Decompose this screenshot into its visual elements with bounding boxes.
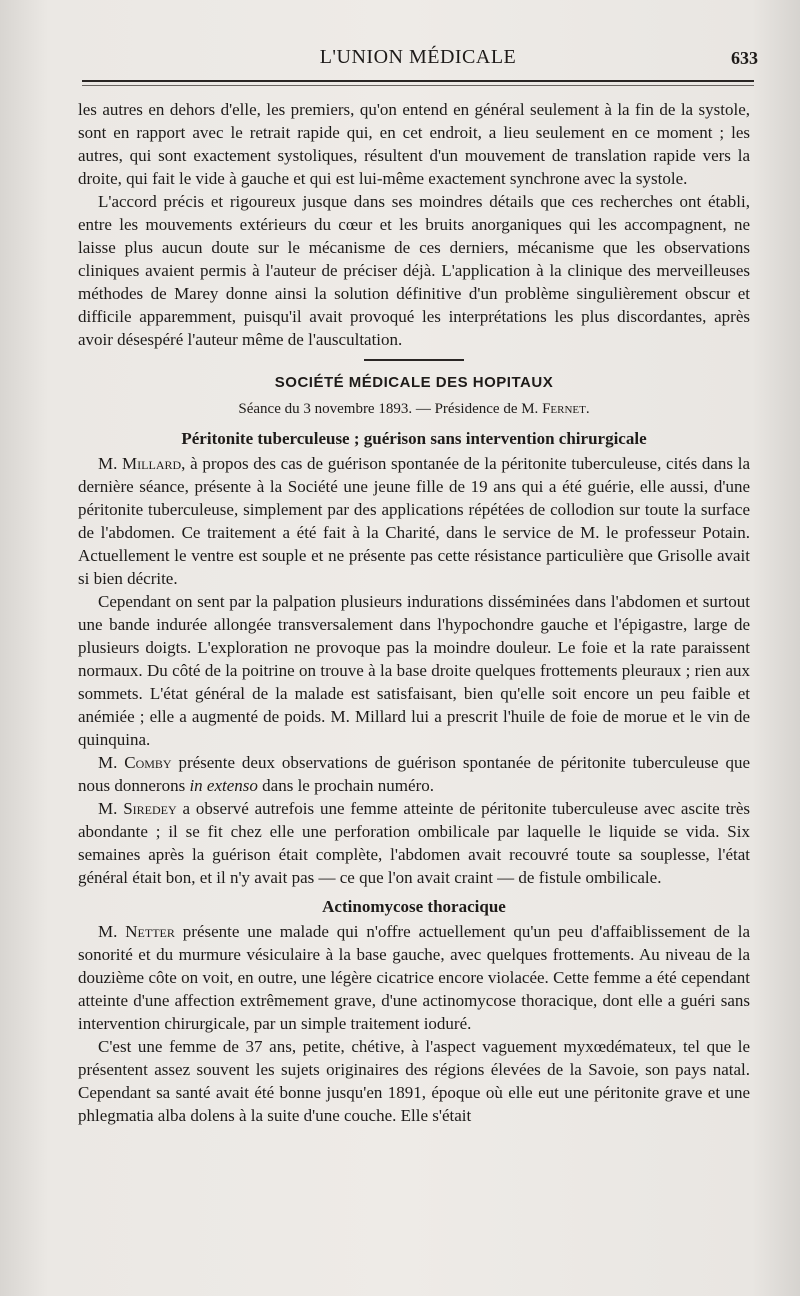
article-body	[78, 98, 750, 1127]
session-suffix: .	[585, 401, 590, 417]
session-president: Fernet	[542, 401, 586, 417]
paragraph-1: les autres en dehors d'elle, les premiers, qu'on entend en général seulement à la fin de la systole, sont en rapport avec le retrait rapide qui, en cet endroit, a lieu seulement en ce moment ; les autres, qui sont exactement systoliques, résultent d'un mouvement de translation rapide vers la droite, qui fait le vide à gauche et qui est lui-même exactement synchrone avec la systole.	[78, 100, 750, 188]
speaker-netter: M. Netter	[98, 922, 175, 941]
paragraph-millard	[78, 452, 750, 590]
comby-italic: in extenso	[189, 776, 258, 795]
page-number: 633	[731, 48, 758, 68]
running-head	[78, 42, 758, 76]
millard-text: , à propos des cas de guérison spontanée de la péritonite tuberculeuse, cités dans la dernière séance, présente à la Société une jeune fille de 19 ans qui a été guérie, elle aussi, d'une péritonite tuberculeuse, simplement par des applications répétées de collodion sur toute la surface de l'abdomen. Ce traitement a été fait à la Charité, dans le service de M. le professeur Potain. Actuellement le ventre est souple et ne présente pas cette résistance particulière que Grisolle avait si bien décrite.	[78, 454, 750, 588]
paragraph-2: L'accord précis et rigoureux jusque dans ses moindres détails que ces recherches ont établi, entre les mouvements extérieurs du cœur et les bruits anorganiques qui les accompagnent, ne laisse plus aucun doute sur le mécanisme de ces derniers, mécanisme que les observations cliniques avaient permis à l'auteur de préciser déjà. L'application à la clinique des merveilleuses méthodes de Marey donne ainsi la solution définitive d'un problème singulièrement obscur et difficile apparemment, puisqu'il avait provoqué les interprétations les plus discordantes, après avoir désespéré l'auteur même de l'auscultation.	[78, 192, 750, 349]
session-prefix: Séance du 3 novembre 1893. — Présidence de M.	[238, 401, 543, 417]
session-line	[78, 398, 750, 421]
header-rule-thin	[82, 85, 754, 86]
speaker-millard: M. Millard	[98, 454, 182, 473]
paragraph-netter	[78, 920, 750, 1035]
paragraph-comby	[78, 751, 750, 797]
society-heading: SOCIÉTÉ MÉDICALE DES HOPITAUX	[274, 374, 554, 391]
comby-text-before: présente deux observations de guérison spontanée de péritonite tuberculeuse que nous donnerons	[78, 753, 750, 795]
paragraph-8: C'est une femme de 37 ans, petite, chétive, à l'aspect vaguement myxœdémateux, tel que le présentent assez souvent les sujets originaires des régions élevées de la Savoie, son pays natal. Cependant sa santé avait été bonne jusqu'en 1891, époque où elle eut une péritonite grave et une phlegmatia alba dolens à la suite d'une couche. Elle s'était	[78, 1037, 750, 1125]
paragraph-4: Cependant on sent par la palpation plusieurs indurations disséminées dans l'abdomen et surtout une bande indurée allongée transversalement dans l'hypochondre gauche et l'épigastre, large de plusieurs doigts. L'exploration ne provoque pas la moindre douleur. Le foie et la rate paraissent normaux. Du côté de la poitrine on trouve à la base droite quelques frottements pleuraux ; rien aux sommets. L'état général de la malade est satisfaisant, bien qu'elle soit encore un peu faible et anémiée ; elle a augmenté de poids. M. Millard lui a prescrit l'huile de foie de morue et le vin de quinquina.	[78, 592, 750, 749]
journal-title: L'UNION MÉDICALE	[319, 46, 517, 68]
section-title-actinomycose: Actinomycose thoracique	[322, 897, 506, 916]
comby-text-after: dans le prochain numéro.	[257, 776, 434, 795]
paragraph-siredey	[78, 797, 750, 889]
siredey-text: a observé autrefois une femme atteinte de péritonite tuberculeuse avec ascite très abondante ; il se fit chez elle une perforation ombilicale par laquelle le liquide se vida. Six semaines après la guérison était complète, l'abdomen avait recouvré toute sa souplesse, l'état général était bon, et il n'y avait pas — ce que l'on avait craint — de fistule ombilicale.	[78, 799, 751, 887]
speaker-siredey: M. Siredey	[98, 799, 177, 818]
speaker-comby: M. Comby	[98, 753, 172, 772]
section-title-peritonite: Péritonite tuberculeuse ; guérison sans intervention chirurgicale	[181, 429, 647, 448]
header-rule	[82, 80, 754, 82]
section-separator	[364, 359, 464, 361]
netter-text: présente une malade qui n'offre actuellement qu'un peu d'affaiblissement de la sonorité et du murmure vésiculaire à la base gauche, avec quelques frottements. Au niveau de la douzième côte on voit, en outre, une légère cicatrice encore violacée. Cette femme a été cependant atteinte d'une affection extrêmement grave, d'une actinomycose thoracique, dont elle a guéri sans intervention chirurgicale, par un simple traitement ioduré.	[78, 922, 750, 1033]
